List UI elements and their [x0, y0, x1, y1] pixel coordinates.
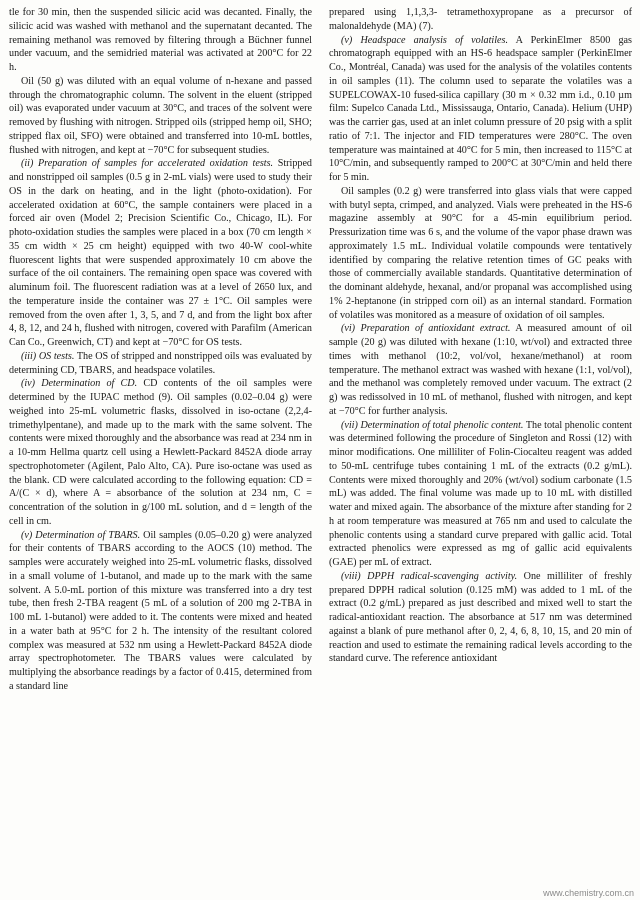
subsection-body: A PerkinElmer 8500 gas chromatograph equipped with an HS-6 headspace sampler (PerkinElmer Co., Montréal, Canada) was used for the analysis of the volatiles contents in oil samples (11). The column used to separate the volatiles was a SUPELCOWAX-10 fused-silica capillary (30 m × 0.32 mm i.d., 0.10 µm film: Supelco Canada Ltd., Mississauga, Ontario, Canada). Helium (UHP) was the carrier gas, used at an inlet column pressure of 20 psig with a split ratio of 7:1. The injector and FID temperatures were 280°C. The oven temperature was maintained at 40°C for 5 min, then increased to 115°C at 10°C/min, and subsequently ramped to 200°C at 30°C/min and held there for 5 min. — [329, 34, 632, 183]
subsection-heading: (ii) Preparation of samples for accelerated oxidation tests. — [21, 158, 274, 170]
subsection-heading: (vi) Preparation of antioxidant extract. — [341, 323, 511, 335]
subsection-body: The OS of stripped and nonstripped oils was evaluated by determining CD, TBARS, and headspace volatiles. — [9, 350, 312, 376]
subsection-heading: (iii) OS tests. — [21, 350, 75, 362]
subsection-paragraph — [9, 157, 312, 350]
paragraph: Oil samples (0.2 g) were transferred into glass vials that were capped with butyl septa, crimped, and analyzed. Vials were preheated in the HS-6 magazine assembly at 90°C for a 45-min equilibrium period. Pressurization time was 6 s, and the volume of the vapor phase drawn was approximately 1.5 mL. Individual volatile compounds were tentatively identified by comparing the relative retention times of GC peaks with those of commercially available standards. Quantitative determination of the dominant aldehyde, hexanal, and/or propanal was accomplished using 1% 2-heptanone (in stripped corn oil) as an internal standard. Formation of volatiles was monitored as a measure of oxidation of oil samples. — [329, 185, 632, 321]
subsection-heading: (v) Headspace analysis of volatiles. — [341, 34, 508, 46]
subsection-heading: (viii) DPPH radical-scavenging activity. — [341, 570, 518, 582]
subsection-body: CD contents of the oil samples were determined by the IUPAC method (9). Oil samples (0.02–0.04 g) were weighed into 25-mL volumetric flasks, dissolved in iso-octane (2,2,4-trimethylpentane), and made up to the mark with the same solvent. The contents were mixed thoroughly and the absorbance was read at 234 nm in a 10-mm Hellma quartz cell using a Hewlett-Packard 8452A diode array spectrophotometer (Agilent, Palo Alto, CA). Pure iso-octane was used as the blank. CD were calculated according to the following equation: CD = A/(C × d), where A = absorbance of the solution at 234 nm, C = concentration of the solution in g/100 mL solution, and d = length of the cell in cm. — [9, 378, 313, 527]
subsection-heading: (v) Determination of TBARS. — [21, 529, 141, 541]
left-column — [9, 6, 312, 900]
right-column — [329, 6, 632, 900]
subsection-body: A measured amount of oil sample (20 g) was diluted with hexane (1:10, wt/vol) and extracted three times with methanol (10:2, vol/vol, hexane/methanol) at room temperature. The methanol extract was washed with hexane (1:1, vol/vol), and the methanol was completely removed under vacuum. The extract (2 g) was redissolved in 10 mL of methanol, flushed with nitrogen, and kept at −70°C for further analysis. — [329, 323, 633, 417]
paragraph: Oil (50 g) was diluted with an equal volume of n-hexane and passed through the chromatographic column. The solvent in the eluent (stripped oil) was evaporated under vacuum at 30°C, and traces of the solvent were removed by flushing with nitrogen. Stripped oils (stripped hemp oil, SHO; stripped flax oil, SFO) were obtained and transferred into 10-mL bottles, flushed with nitrogen, and kept at −70°C for subsequent studies. — [9, 75, 312, 156]
subsection-paragraph — [9, 529, 312, 694]
paragraph-continued: tle for 30 min, then the suspended silicic acid was decanted. Finally, the silicic acid was washed with methanol and the supernatant decanted. The remaining methanol was removed by filtering through a Büchner funnel under vacuum, and the semidried material was activated at 200°C for 22 h. — [9, 7, 312, 73]
subsection-body: One milliliter of freshly prepared DPPH radical solution (0.125 mM) was added to 1 mL of the extract (0.2 g/mL) prepared as just described and mixed well to start the radical-antioxidant reaction. The absorbance at 517 nm was determined against a blank of pure methanol after 0, 2, 4, 6, 8, 10, 15, and 20 min of reaction and used to estimate the remaining radical levels according to the standard curve. The reference antioxidant — [329, 570, 632, 665]
subsection-body: The total phenolic content was determined following the procedure of Singleton and Rossi (12) with minor modifications. One milliliter of Folin-Ciocalteu reagent was added to 50-mL centrifuge tubes containing 1 mL of the extracts (0.2 g/mL). Contents were mixed thoroughly and 20% (wt/vol) sodium carbonate (1.5 mL) was added. The final volume was made up to 10 mL with distilled water and mixed again. The absorbance of the mixture after standing for 2 h at room temperature was measured at 765 nm and used to calculate the phenolic contents using a standard curve prepared with gallic acid. Total extracted phenolics were expressed as mg of gallic acid equivalents (GAE) per mL of extract. — [329, 419, 632, 568]
subsection-body: Oil samples (0.05–0.20 g) were analyzed for their contents of TBARS according to the AOCS (10) method. The samples were accurately weighed into 25-mL volumetric flasks, dissolved in a small volume of 1-butanol, and made up to the mark with the same solvent. A 5.0-mL portion of this mixture was transferred into a dry test tube, then fresh 2-TBA reagent (5 mL of a solution of 200 mg 2-TBA in 100 mL 1-butanol) were added to it. The contents were mixed and heated in a water bath at 95°C for 2 h. The intensity of the resultant colored complex was measured at 532 nm using a Hewlett-Packard 8452A diode array spectrophotometer. The TBARS values were calculated by multiplying the absorbance readings by a factor of 0.415, determined from a standard line — [9, 529, 312, 692]
subsection-paragraph — [329, 570, 632, 666]
subsection-heading: (vii) Determination of total phenolic content. — [341, 419, 524, 431]
subsection-paragraph — [329, 322, 632, 418]
subsection-paragraph — [9, 377, 312, 528]
paragraph-continued: prepared using 1,1,3,3- tetramethoxypropane as a precursor of malonaldehyde (MA) (7). — [329, 7, 632, 32]
subsection-paragraph — [329, 419, 632, 570]
subsection-heading: (iv) Determination of CD. — [21, 378, 138, 390]
subsection-paragraph — [9, 350, 312, 378]
subsection-body: Stripped and nonstripped oil samples (0.5 g in 2-mL vials) were used to study their OS in the dark on heating, and in the light (photo-oxidation). For accelerated oxidation at 60°C, the sample containers were placed in a forced air oven (Model 2; Precision Scientific Co., Chicago, IL). For photo-oxidation studies the samples were placed in a box (70 cm length × 35 cm width × 25 cm height) equipped with two 40-W cool-white fluorescent lights that were suspended approximately 10 cm above the surface of the oil containers. The remaining open space was covered with aluminum foil. The fluorescent radiation was at a level of 2650 lux, and the temperature inside the container was 27 ± 1°C. Oil samples were removed from the oven after 1, 3, 5, and 7 d, and from the light box after 4, 8, 12, and 24 h, flushed with nitrogen, covered with Parafilm (American Can Co., Greenwich, CT) and kept at −70°C for OS tests. — [9, 158, 312, 348]
watermark: www.chemistry.com.cn — [543, 888, 634, 898]
subsection-paragraph — [329, 34, 632, 185]
